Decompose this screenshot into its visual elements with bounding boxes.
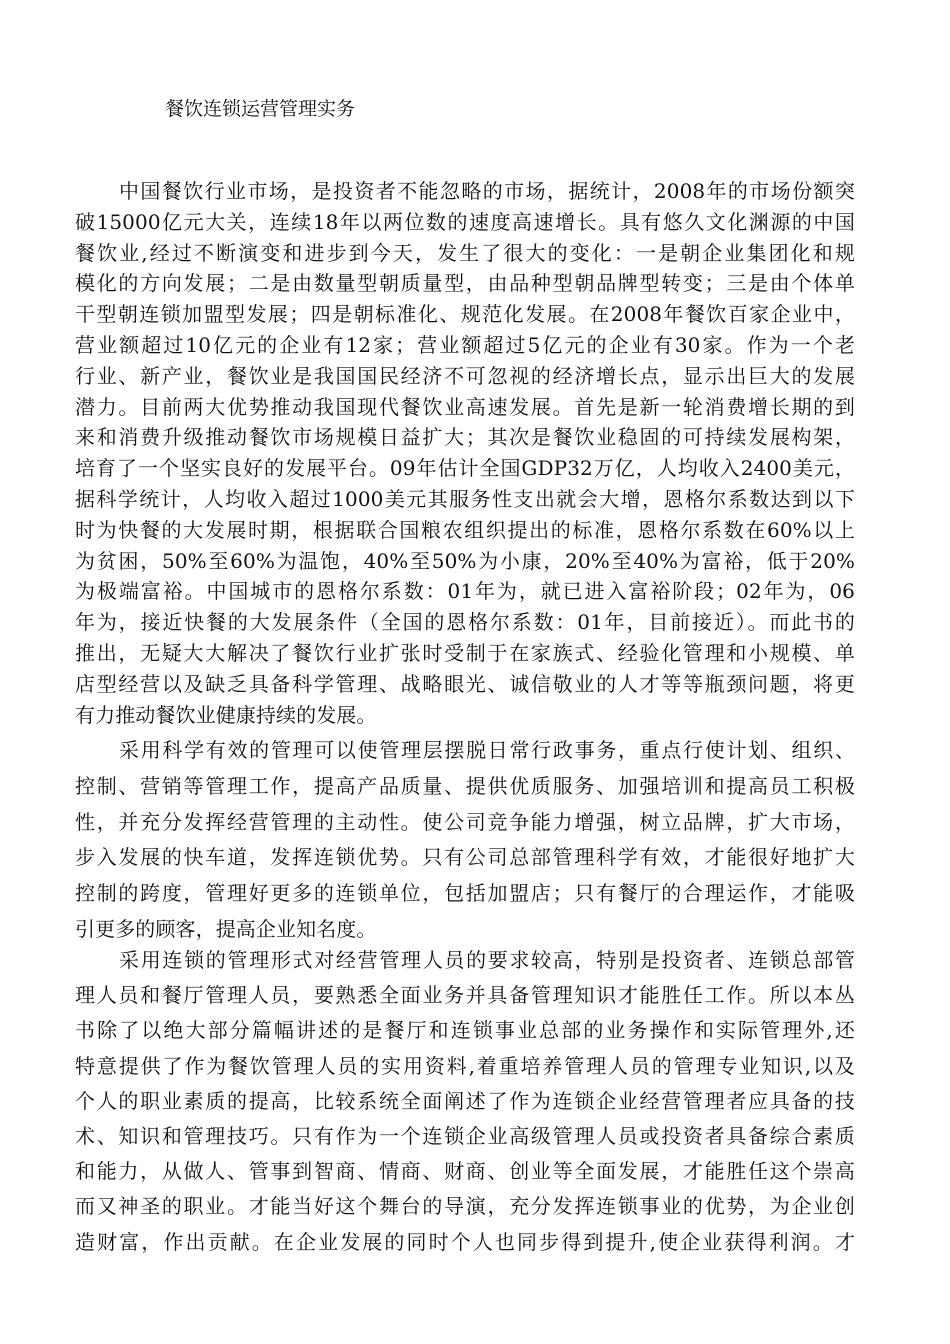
paragraph-2	[75, 733, 855, 948]
text-line: 据科学统计，人均收入超过1000美元其服务性支出就会大增，恩格尔系数达到以下	[75, 486, 855, 511]
text-line: 推出，无疑大大解决了餐饮行业扩张时受制于在家族式、经验化管理和小规模、单	[75, 640, 855, 665]
text-line: 有力推动餐饮业健康持续的发展。	[75, 702, 377, 727]
text-line: 为贫困，50%至60%为温饱，40%至50%为小康，20%至40%为富裕，低于20%	[75, 548, 855, 573]
text-line: 个人的职业素质的提高，比较系统全面阐述了作为连锁企业经营管理者应具备的技	[75, 1088, 855, 1113]
text-line: 造财富，作出贡献。在企业发展的同时个人也同步得到提升,使企业获得利润。才	[75, 1229, 855, 1254]
text-line: 营业额超过10亿元的企业有12家；营业额超过5亿元的企业有30家。作为一个老	[75, 332, 855, 357]
text-line: 引更多的顾客，提高企业知名度。	[75, 916, 377, 941]
text-line: 干型朝连锁加盟型发展；四是朝标准化、规范化发展。在2008年餐饮百家企业中，	[75, 302, 855, 327]
text-line: 而又神圣的职业。才能当好这个舞台的导演，充分发挥连锁事业的优势，为企业创	[75, 1194, 855, 1219]
text-line: 采用科学有效的管理可以使管理层摆脱日常行政事务，重点行使计划、组织、	[119, 738, 855, 762]
text-line: 店型经营以及缺乏具备科学管理、战略眼光、诚信敬业的人才等等瓶颈问题，将更	[75, 671, 855, 696]
text-line: 为极端富裕。中国城市的恩格尔系数：01年为，就已进入富裕阶段；02年为，06	[75, 579, 855, 604]
text-line: 培育了一个坚实良好的发展平台。09年估计全国GDP32万亿，人均收入2400美元，	[75, 456, 855, 481]
text-line: 性，并充分发挥经营管理的主动性。使公司竞争能力增强，树立品牌，扩大市场，	[75, 809, 855, 834]
text-line: 行业、新产业，餐饮业是我国国民经济不可忽视的经济增长点，显示出巨大的发展	[75, 363, 855, 388]
text-line: 控制、营销等管理工作，提高产品质量、提供优质服务、加强培训和提高员工积极	[75, 773, 855, 798]
paragraph-1	[75, 176, 855, 730]
text-line: 模化的方向发展；二是由数量型朝质量型，由品种型朝品牌型转变；三是由个体单	[75, 271, 855, 296]
text-line: 餐饮业,经过不断演变和进步到今天，发生了很大的变化：一是朝企业集团化和规	[75, 240, 855, 265]
text-line: 书除了以绝大部分篇幅讲述的是餐厅和连锁事业总部的业务操作和实际管理外,还	[75, 1018, 855, 1043]
text-line: 控制的跨度，管理好更多的连锁单位，包括加盟店；只有餐厅的合理运作，才能吸	[75, 881, 855, 906]
text-line: 时为快餐的大发展时期，根据联合国粮农组织提出的标准，恩格尔系数在60%以上	[75, 517, 855, 542]
text-line: 采用连锁的管理形式对经营管理人员的要求较高，特别是投资者、连锁总部管	[119, 948, 855, 972]
text-line: 年为，接近快餐的大发展条件（全国的恩格尔系数：01年，目前接近）。而此书的	[75, 610, 855, 635]
text-line: 中国餐饮行业市场，是投资者不能忽略的市场，据统计，2008年的市场份额突	[119, 179, 855, 203]
text-line: 特意提供了作为餐饮管理人员的实用资料,着重培养管理人员的管理专业知识,以及	[75, 1053, 855, 1078]
text-line: 术、知识和管理技巧。只有作为一个连锁企业高级管理人员或投资者具备综合素质	[75, 1124, 855, 1149]
text-line: 潜力。目前两大优势推动我国现代餐饮业高速发展。首先是新一轮消费增长期的到	[75, 394, 855, 419]
text-line: 步入发展的快车道，发挥连锁优势。只有公司总部管理科学有效，才能很好地扩大	[75, 845, 855, 870]
text-line: 破15000亿元大关，连续18年以两位数的速度高速增长。具有悠久文化渊源的中国	[75, 209, 855, 234]
document-title: 餐饮连锁运营管理实务	[165, 98, 356, 120]
text-line: 和能力，从做人、管事到智商、情商、财商、创业等全面发展，才能胜任这个崇高	[75, 1159, 855, 1184]
text-line: 来和消费升级推动餐饮市场规模日益扩大；其次是餐饮业稳固的可持续发展构架，	[75, 425, 855, 450]
text-line: 理人员和餐厅管理人员，要熟悉全面业务并具备管理知识才能胜任工作。所以本丛	[75, 983, 855, 1008]
paragraph-3	[75, 943, 855, 1260]
